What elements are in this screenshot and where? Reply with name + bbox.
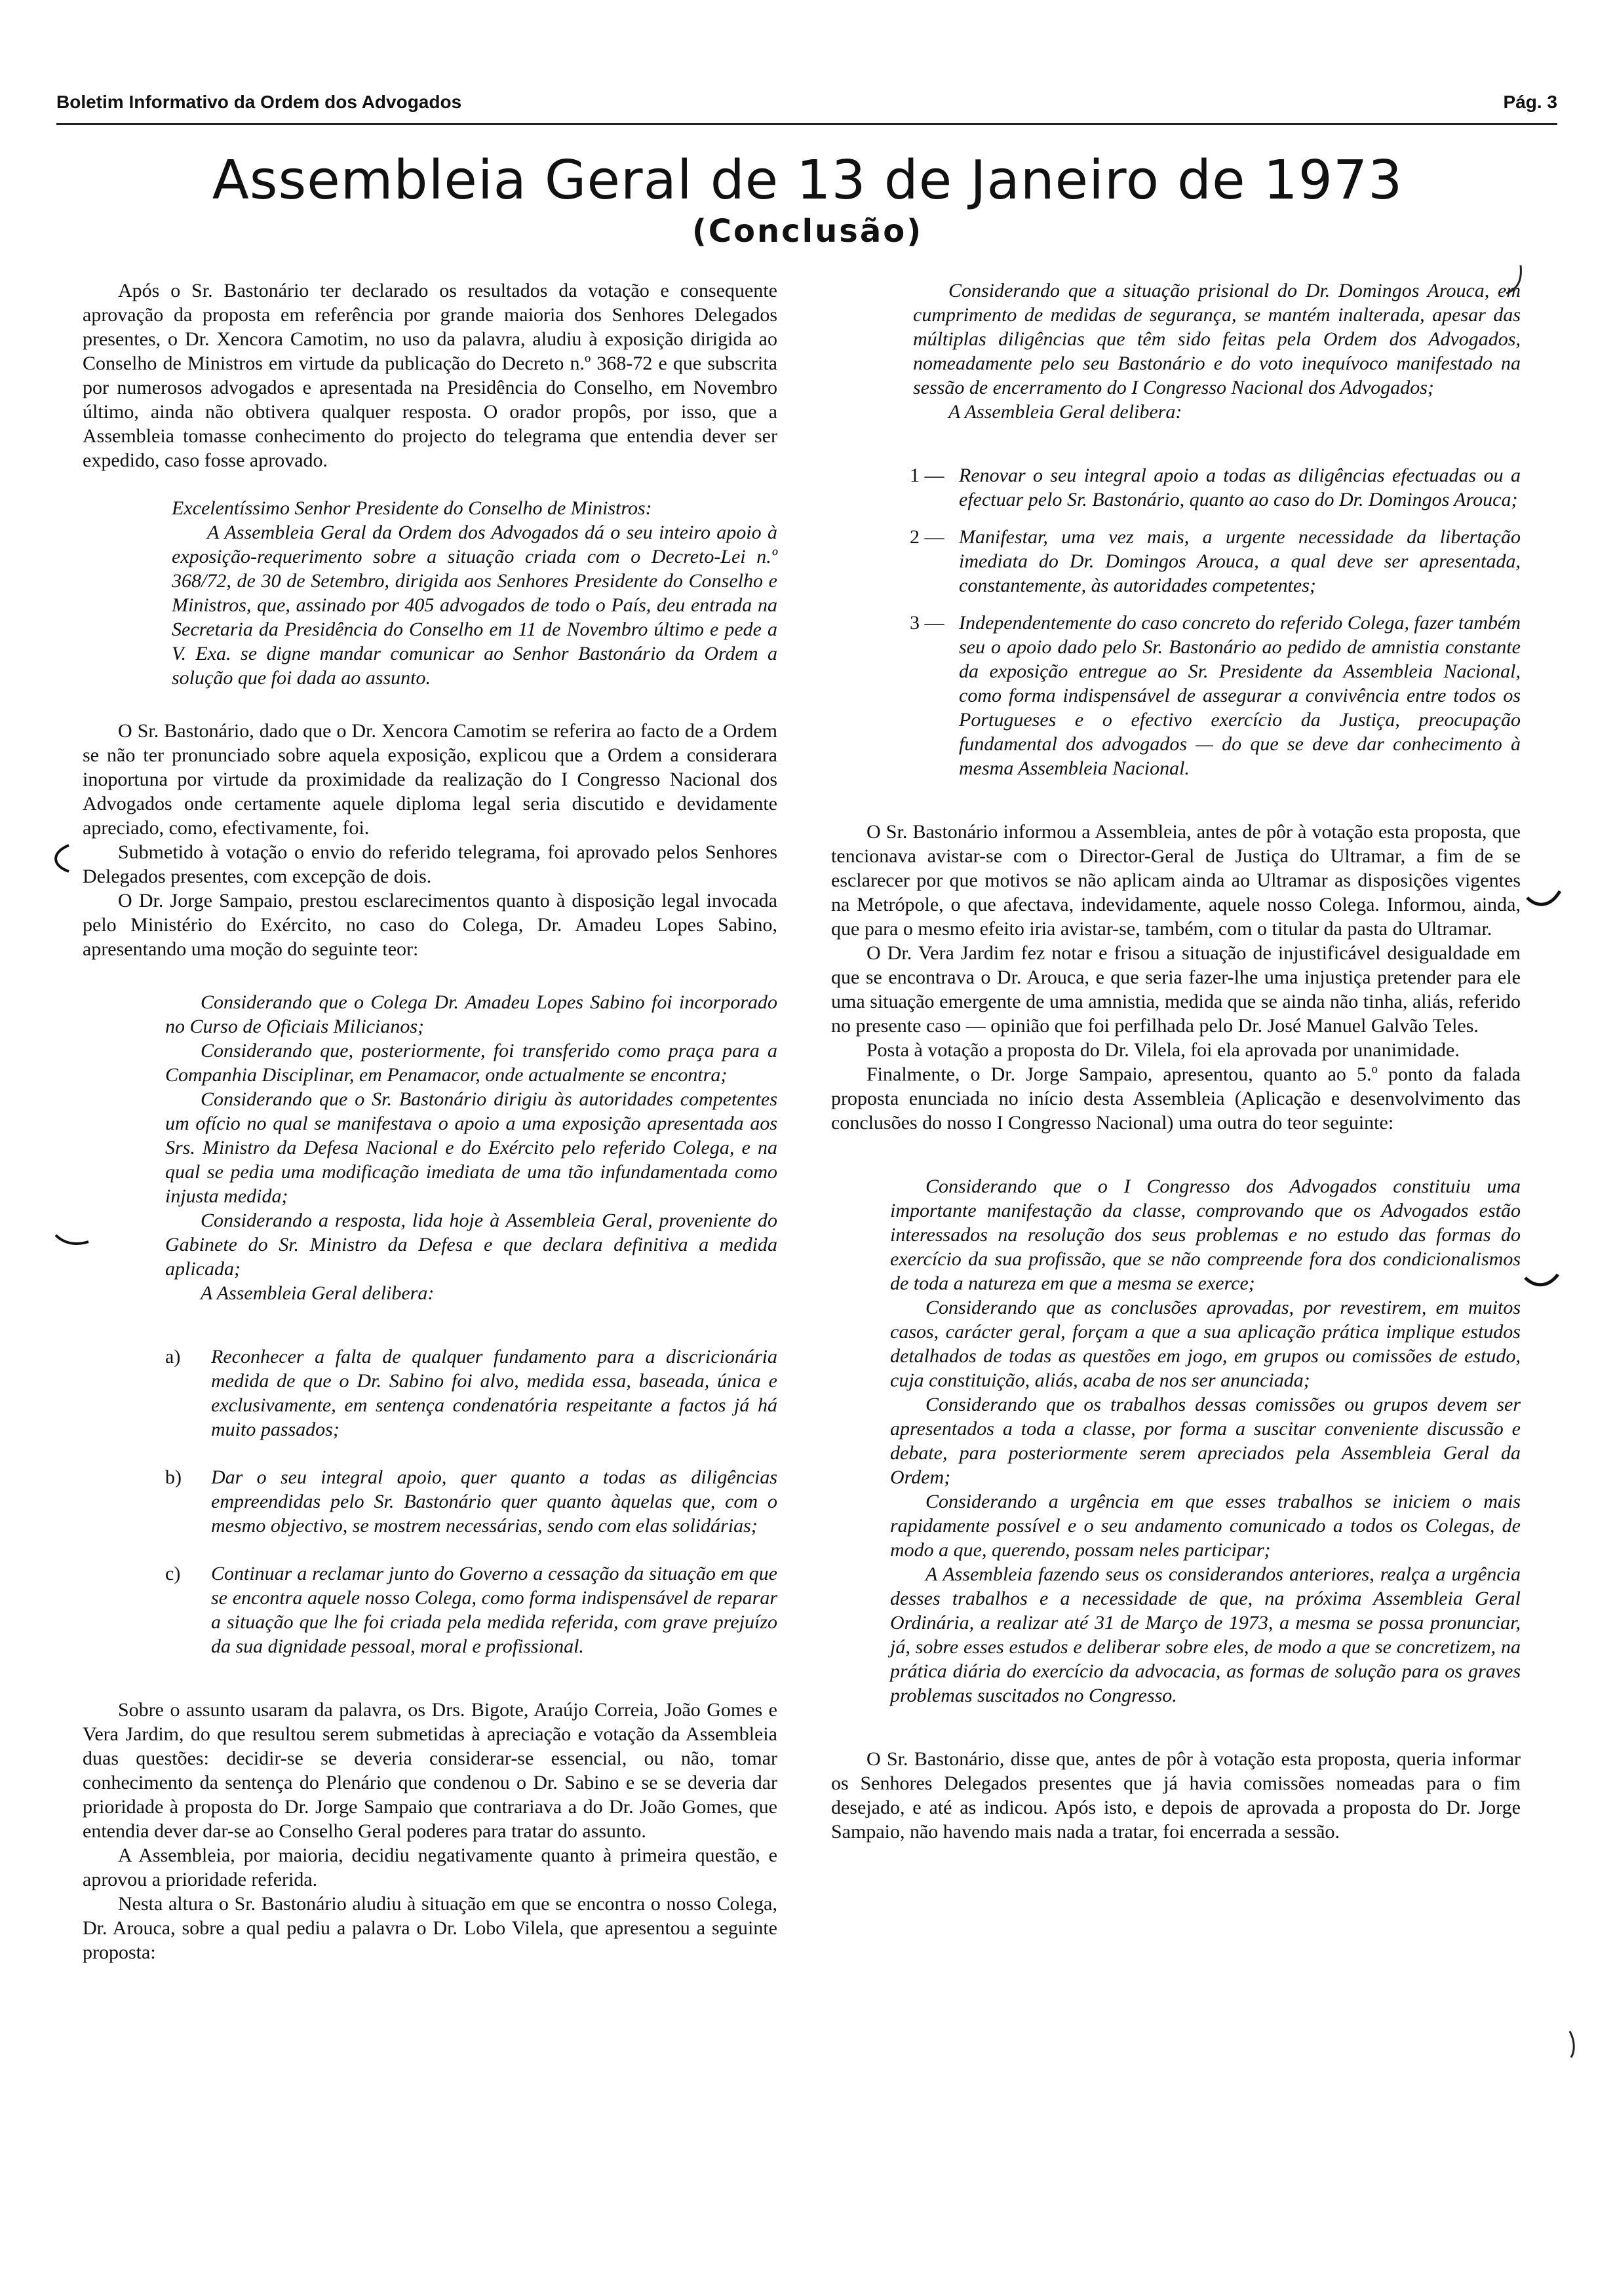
item-label: 3 — xyxy=(910,612,944,634)
paragraph: A Assembleia, por maioria, decidiu negativamente quanto à primeira questão, e aprovou a prioridade referida. xyxy=(83,1845,777,1890)
paragraph: Após o Sr. Bastonário ter declarado os resultados da votação e consequente aprovação da proposta em referência por grande maioria dos Senhores Delegados presentes, o Dr. Xencora Camotim, no uso da palavra, aludiu à exposição dirigida ao Conselho de Ministros em virtude da publicação do Decreto n.º 368-72 e que subscrita por numerosos advogados e apresentada na Presidência do Conselho, em Novembro último, ainda não obtivera qualquer resposta. O orador propôs, por isso, que a Assembleia tomasse conhecimento do projecto do telegrama que entendia dever ser expedido, caso fosse aprovado. xyxy=(83,280,777,471)
motion-considering: Considerando que o Colega Dr. Amadeu Lopes Sabino foi incorporado no Curso de Oficiais Milicianos; xyxy=(165,991,777,1037)
item-label: 1 — xyxy=(910,465,944,486)
motion-considering: Considerando a resposta, lida hoje à Assembleia Geral, proveniente do Gabinete do Sr. Ministro da Defesa e que declara definitiva a medida aplicada; xyxy=(165,1210,777,1280)
list-item xyxy=(165,1561,777,1658)
item-text: Dar o seu integral apoio, quer quanto a todas as diligências empreendidas pelo Sr. Bastonário quer quanto àquelas que, com o mesmo objectivo, se mostrem necessárias, sendo com elas solidárias; xyxy=(211,1466,777,1537)
motion-considering: Considerando que o Sr. Bastonário dirigiu às autoridades competentes um ofício no qual se manifestava o apoio a uma exposição apresentada aos Srs. Ministro da Defesa Nacional e do Exército pelo referido Colega, e na qual se pedia uma modificação imediata de uma tão infundamentada como injusta medida; xyxy=(165,1088,777,1207)
proposal-considering: Considerando que as conclusões aprovadas, por revestirem, em muitos casos, carácter geral, forçam a que a sua aplicação prática implique estudos detalhados de todas as questões em jogo, em grupos ou comissões de estudo, cuja constituição, aliás, acaba de nos ser anunciada; xyxy=(890,1297,1521,1391)
item-text: Continuar a reclamar junto do Governo a cessação da situação em que se encontra aquele nosso Colega, como forma indispensável de reparar a situação que lhe foi criada pela medida referida, com grave prejuízo da sua dignidade pessoal, moral e profissional. xyxy=(211,1563,777,1657)
paragraph: Sobre o assunto usaram da palavra, os Drs. Bigote, Araújo Correia, João Gomes e Vera Jardim, do que resultou serem submetidas à apreciação e votação da Assembleia duas questões: decidir-se se deveria considerar-se essencial, ou não, tomar conhecimento da sentença do Plenário que condenou o Dr. Sabino e se se deveria dar prioridade à proposta do Dr. Jorge Sampaio que contrariava a do Dr. João Gomes, que entendia dever dar-se ao Conselho Geral poderes para tratar do assunto. xyxy=(83,1699,777,1842)
left-column xyxy=(83,278,777,1964)
proposal-deliberates: A Assembleia fazendo seus os considerandos anteriores, realça a urgência desses trabalhos e a necessidade de que, na próxima Assembleia Geral Ordinária, a realizar até 31 de Março de 1973, a mesma se possa pronunciar, já, sobre esses estudos e deliberar sobre eles, de modo a que se concretizem, na prática diária do exercício da advocacia, as formas de solução para os graves problemas suscitados no Congresso. xyxy=(890,1563,1521,1706)
motion-text xyxy=(83,990,777,1305)
check-mark-icon xyxy=(43,839,75,878)
motion-considering: Considerando que, posteriormente, foi transferido como praça para a Companhia Disciplinar, em Penamacor, onde actualmente se encontra; xyxy=(165,1040,777,1086)
telegram-greeting: Excelentíssimo Senhor Presidente do Conselho de Ministros: xyxy=(172,497,652,519)
check-mark-icon xyxy=(52,1229,92,1255)
proposal-deliberates: A Assembleia Geral delibera: xyxy=(948,401,1182,423)
paragraph: Posta à votação a proposta do Dr. Vilela, foi ela aprovada por unanimidade. xyxy=(866,1039,1460,1061)
list-item xyxy=(165,1465,777,1538)
check-mark-icon xyxy=(1563,2028,1583,2061)
page-header xyxy=(56,90,1557,125)
list-item xyxy=(910,463,1521,512)
item-text: Reconhecer a falta de qualquer fundamento para a discricionária medida de que o Dr. Sabino foi alvo, medida essa, baseada, única e exclusivamente, em sentença condenatória respeitante a factos já há muito passados; xyxy=(211,1346,777,1440)
telegram-body: A Assembleia Geral da Ordem dos Advogados dá o seu inteiro apoio à exposição-requerimento sobre a situação criada com o Decreto-Lei n.º 368/72, de 30 de Setembro, dirigida aos Senhores Presidente do Conselho e Ministros, que, assinado por 405 advogados de todo o País, deu entrada na Secretaria da Presidência do Conselho em 11 de Novembro último e pede a V. Exa. se digne mandar comunicar ao Senhor Bastonário da Ordem a solução que foi dada ao assunto. xyxy=(172,522,777,689)
item-label: a) xyxy=(165,1346,181,1368)
article-title: Assembleia Geral de 13 de Janeiro de 1973 xyxy=(212,149,1403,212)
list-item xyxy=(165,1345,777,1442)
paragraph: O Sr. Bastonário, disse que, antes de pôr à votação esta proposta, queria informar os Senhores Delegados presentes que já havia comissões nomeadas para o fim desejado, e até as indicou. Após isto, e depois de aprovada a proposta do Dr. Jorge Sampaio, não havendo mais nada a tratar, foi encerrada a sessão. xyxy=(831,1748,1521,1843)
item-text: Renovar o seu integral apoio a todas as diligências efectuadas ou a efectuar pelo Sr. Bastonário, quanto ao caso do Dr. Domingos Arouca; xyxy=(959,465,1521,510)
paragraph: Nesta altura o Sr. Bastonário aludiu à situação em que se encontra o nosso Colega, Dr. Arouca, sobre a qual pediu a palavra o Dr. Lobo Vilela, que apresentou a seguinte proposta: xyxy=(83,1893,777,1963)
motion-deliberates: A Assembleia Geral delibera: xyxy=(201,1282,435,1304)
proposal-considering: Considerando que os trabalhos dessas comissões ou grupos devem ser apresentados a toda a classe, por forma a suscitar conveniente discussão e debate, para posteriormente serem apreciados pela Assembleia Geral da Ordem; xyxy=(890,1394,1521,1488)
proposal-items xyxy=(831,463,1521,780)
check-mark-icon xyxy=(1522,1271,1561,1297)
item-text: Independentemente do caso concreto do referido Colega, fazer também seu o apoio dado pelo Sr. Bastonário ao pedido de amnistia constante da exposição entregue ao Sr. Presidente da Assembleia Nacional, como forma indispensável de assegurar a convivência entre todos os Portugueses e o efectivo exercício da Justiça, preocupação fundamental dos advogados — do que se deve dar conhecimento à mesma Assembleia Nacional. xyxy=(959,612,1521,779)
proposal-considering: Considerando que o I Congresso dos Advogados constituiu uma importante manifestação da classe, comprovando que os Advogados estão interessados na resolução dos seus problemas e no estudo das formas do exercício da sua profissão, que se não compreende fora dos condicionalismos de toda a natureza em que a mesma se exerce; xyxy=(890,1176,1521,1294)
paragraph: O Sr. Bastonário, dado que o Dr. Xencora Camotim se referira ao facto de a Ordem se não ter pronunciado sobre aquela exposição, explicou que a Ordem a considerara inoportuna por virtude da proximidade da realização do I Congresso Nacional dos Advogados onde certamente aquele diploma legal seria discutido e devidamente apreciado, como, efectivamente, foi. xyxy=(83,720,777,839)
check-mark-icon xyxy=(1501,262,1527,301)
article-subtitle: (Conclusão) xyxy=(691,213,924,250)
paragraph: Finalmente, o Dr. Jorge Sampaio, apresentou, quanto ao 5.º ponto da falada proposta enunciada no início desta Assembleia (Aplicação e desenvolvimento das conclusões do nosso I Congresso Nacional) uma outra do teor seguinte: xyxy=(831,1063,1521,1134)
publication-name: Boletim Informativo da Ordem dos Advogados xyxy=(56,92,462,112)
item-label: c) xyxy=(165,1563,181,1584)
right-column xyxy=(831,278,1521,1844)
page-number: Pág. 3 xyxy=(1503,92,1557,112)
paragraph: Submetido à votação o envio do referido telegrama, foi aprovado pelos Senhores Delegados presentes, com excepção de dois. xyxy=(83,841,777,887)
paragraph: O Dr. Vera Jardim fez notar e frisou a situação de injustificável desigualdade em que se encontrava o Dr. Arouca, e que seria fazer-lhe uma injustiça pretender para ele uma situação emergente de uma amnistia, medida que se ainda não tinha, aliás, referido no presente caso — opinião que foi perfilhada pelo Dr. José Manuel Galvão Teles. xyxy=(831,942,1521,1037)
item-label: 2 — xyxy=(910,526,944,548)
list-item xyxy=(910,611,1521,780)
telegram-text xyxy=(83,496,777,690)
paragraph: O Dr. Jorge Sampaio, prestou esclarecimentos quanto à disposição legal invocada pelo Ministério do Exército, no caso do Colega, Dr. Amadeu Lopes Sabino, apresentando uma moção do seguinte teor: xyxy=(83,890,777,960)
item-label: b) xyxy=(165,1466,182,1488)
proposal-text xyxy=(831,278,1521,424)
item-text: Manifestar, uma vez mais, a urgente necessidade da libertação imediata do Dr. Domingos Arouca, a qual deve ser apresentada, constantemente, às autoridades competentes; xyxy=(959,526,1521,596)
check-mark-icon xyxy=(1524,885,1563,917)
proposal-considering: Considerando que a situação prisional do Dr. Domingos Arouca, em cumprimento de medidas de segurança, se mantém inalterada, apesar das múltiplas diligências que têm sido feitas pela Ordem dos Advogados, nomeadamente pelo seu Bastonário e do voto inequívoco manifestado na sessão de encerramento do I Congresso Nacional dos Advogados; xyxy=(913,280,1521,398)
motion-items xyxy=(83,1345,777,1658)
proposal-considering: Considerando a urgência em que esses trabalhos se iniciem o mais rapidamente possível e o seu andamento comunicado a todos os Colegas, de modo a que, querendo, possam neles participar; xyxy=(890,1491,1521,1561)
sampaio-proposal-text xyxy=(831,1174,1521,1708)
list-item xyxy=(910,525,1521,598)
paragraph: O Sr. Bastonário informou a Assembleia, antes de pôr à votação esta proposta, que tencionava avistar-se com o Director-Geral de Justiça do Ultramar, a fim de se esclarecer por que motivos se não aplicam ainda ao Ultramar as disposições vigentes na Metrópole, o que afectava, indevidamente, aquele nosso Colega. Informou, ainda, que para o mesmo efeito iria avistar-se, também, com o titular da pasta do Ultramar. xyxy=(831,821,1521,940)
